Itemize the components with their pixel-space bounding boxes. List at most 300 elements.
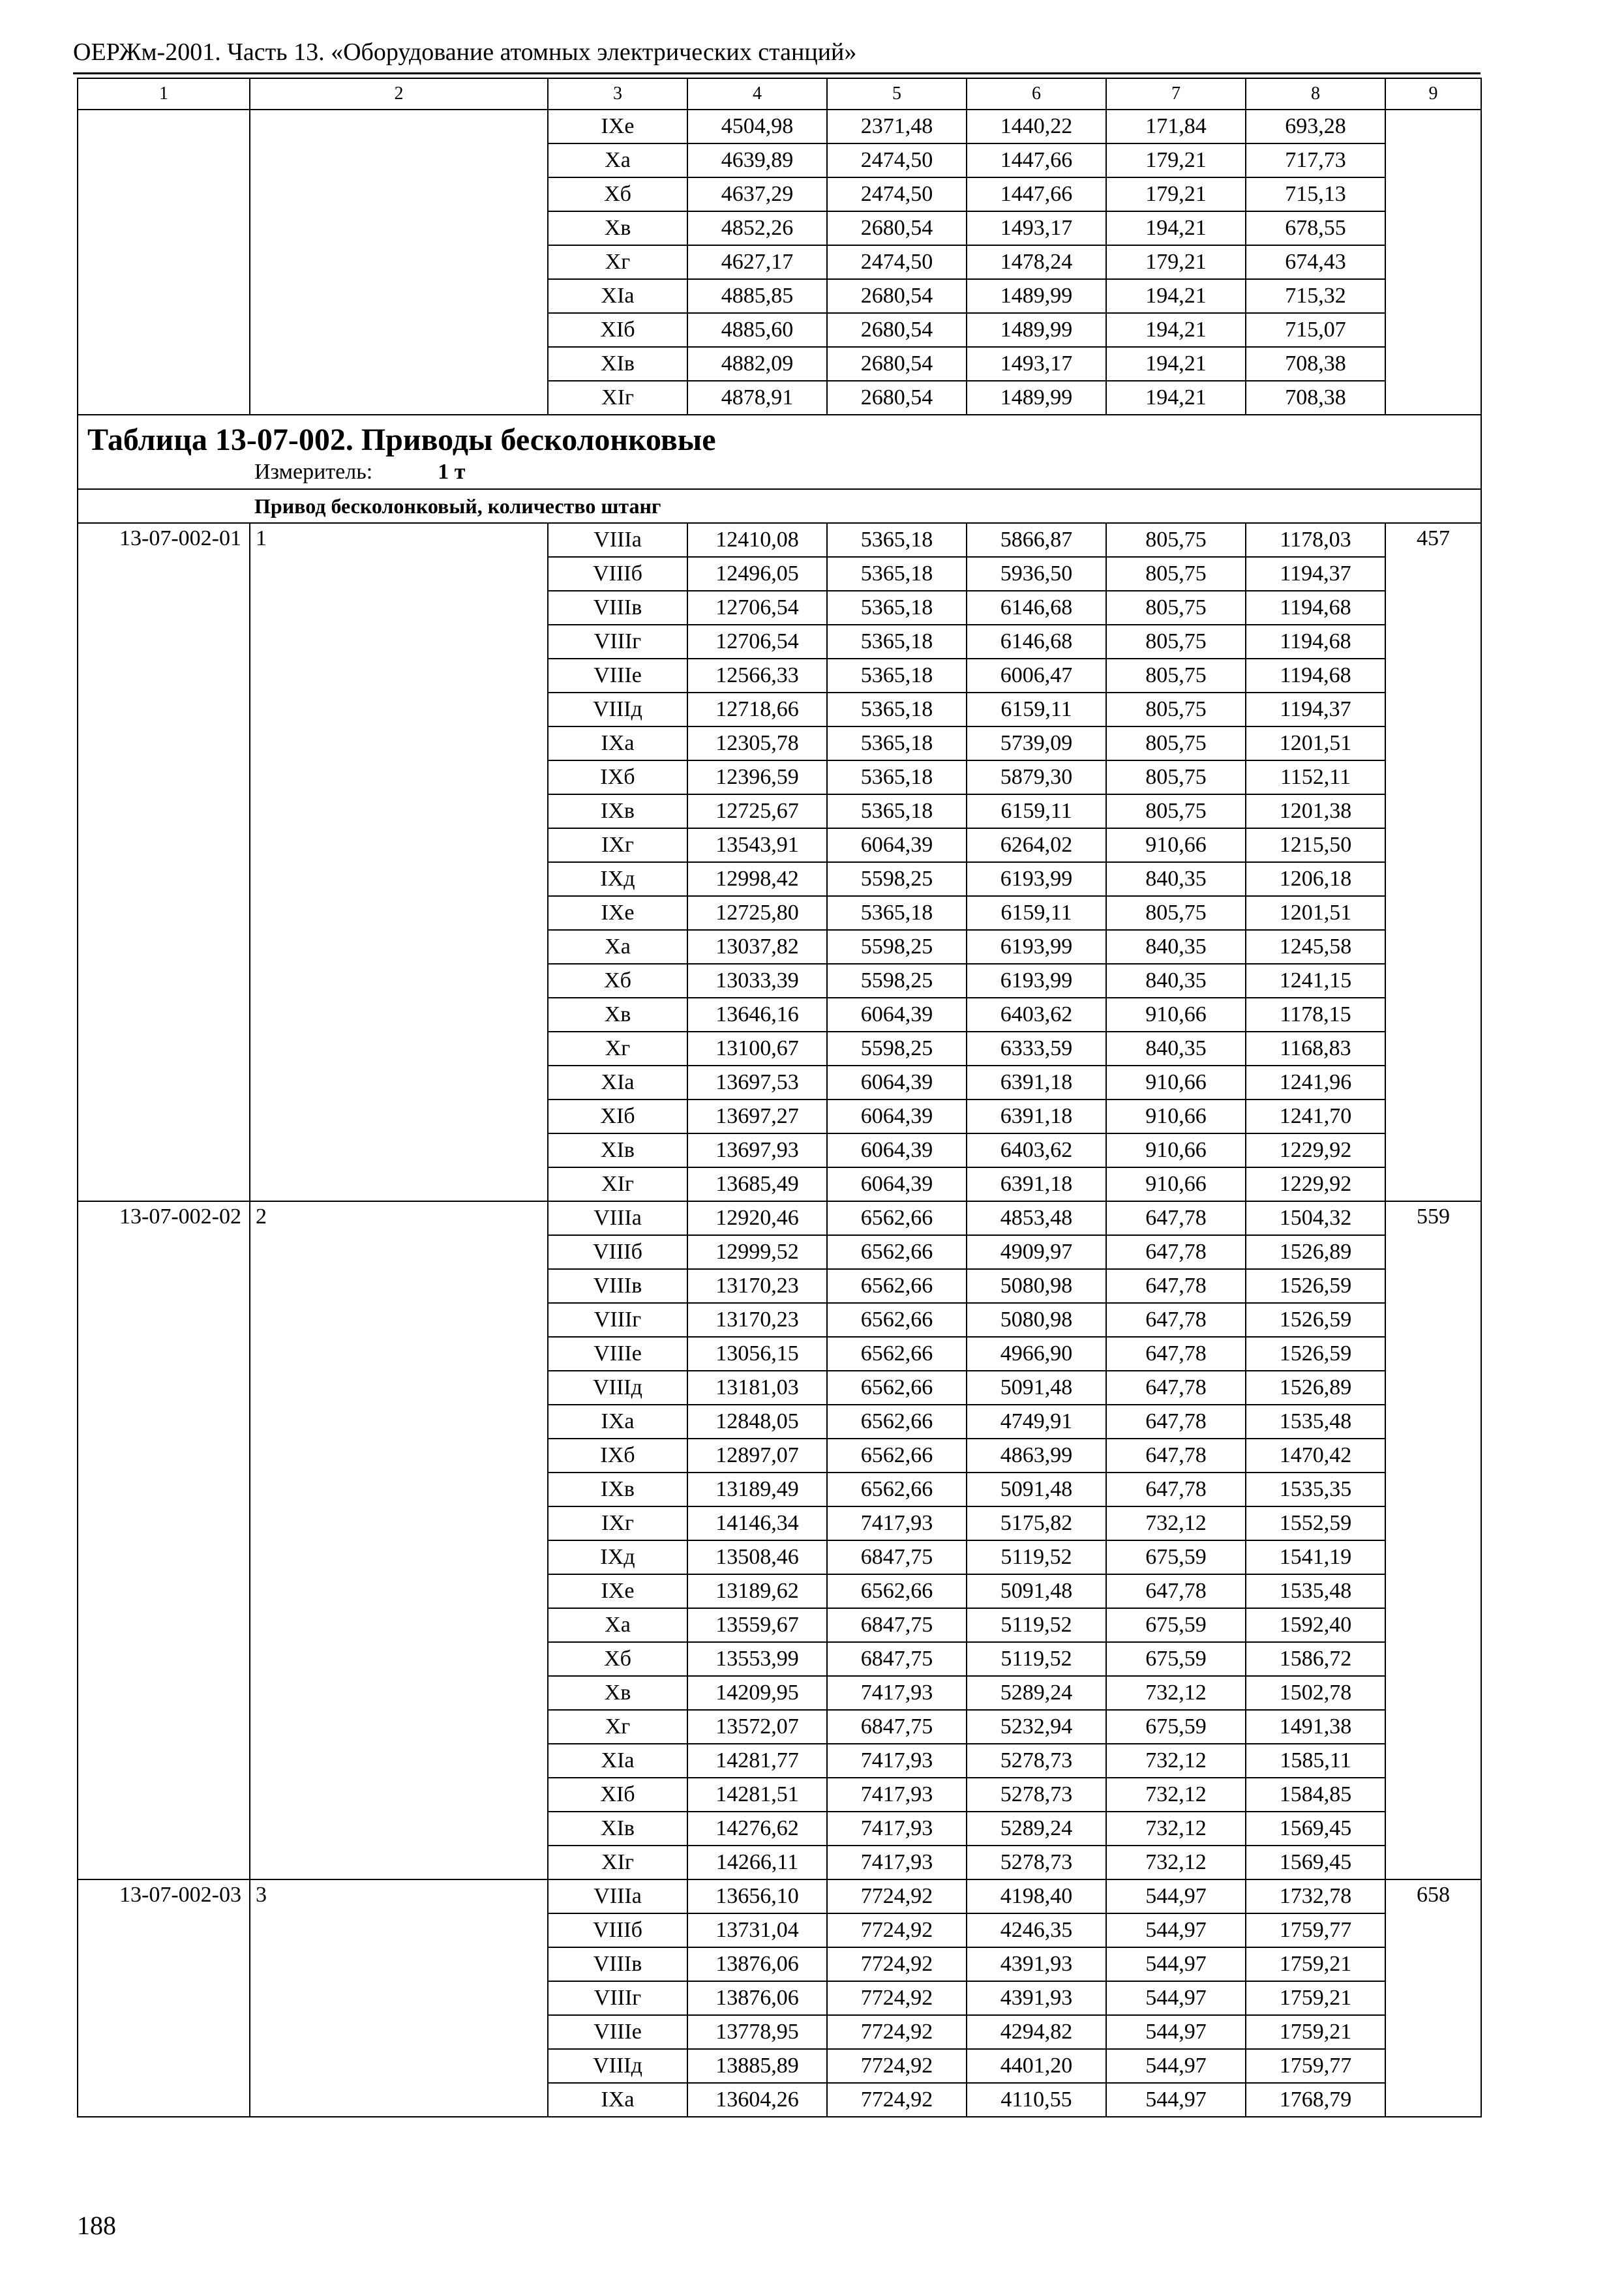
value-cell: 675,59 (1106, 1710, 1246, 1744)
value-cell: 5739,09 (967, 726, 1106, 760)
value-cell: 647,78 (1106, 1574, 1246, 1608)
value-cell: 2474,50 (827, 245, 967, 279)
value-cell: 1502,78 (1246, 1676, 1385, 1710)
value-cell: 2474,50 (827, 177, 967, 211)
zone-cell: IXа (548, 726, 687, 760)
value-cell: 5278,73 (967, 1778, 1106, 1812)
value-cell: 1440,22 (967, 110, 1106, 143)
value-cell: 194,21 (1106, 381, 1246, 415)
value-cell: 5365,18 (827, 794, 967, 828)
value-cell: 13646,16 (687, 998, 827, 1032)
value-cell: 1592,40 (1246, 1608, 1385, 1642)
value-cell: 14281,51 (687, 1778, 827, 1812)
value-cell: 910,66 (1106, 1133, 1246, 1167)
zone-cell: Xв (548, 1676, 687, 1710)
value-cell: 13778,95 (687, 2015, 827, 2049)
zone-cell: VIIIа (548, 1201, 687, 1235)
value-cell: 1569,45 (1246, 1812, 1385, 1846)
table-row (78, 110, 1481, 143)
value-cell: 12725,67 (687, 794, 827, 828)
value-cell: 1759,21 (1246, 2015, 1385, 2049)
zone-cell: Xб (548, 1642, 687, 1676)
value-cell: 805,75 (1106, 896, 1246, 930)
value-cell: 693,28 (1246, 110, 1385, 143)
value-cell: 6562,66 (827, 1201, 967, 1235)
name-cell (250, 110, 548, 415)
value-cell: 1493,17 (967, 347, 1106, 381)
value-cell: 732,12 (1106, 1676, 1246, 1710)
zone-cell: VIIIг (548, 1303, 687, 1337)
value-cell: 6847,75 (827, 1642, 967, 1676)
code-cell (78, 110, 250, 415)
value-cell: 5175,82 (967, 1506, 1106, 1540)
value-cell: 715,32 (1246, 279, 1385, 313)
value-cell: 171,84 (1106, 110, 1246, 143)
value-cell: 1201,38 (1246, 794, 1385, 828)
value-cell: 1489,99 (967, 381, 1106, 415)
header-rule (73, 72, 1481, 74)
value-cell: 12848,05 (687, 1405, 827, 1439)
value-cell: 7417,93 (827, 1506, 967, 1540)
value-cell: 840,35 (1106, 964, 1246, 998)
value-cell: 1168,83 (1246, 1032, 1385, 1066)
value-cell: 1526,89 (1246, 1235, 1385, 1269)
document-header: ОЕРЖм-2001. Часть 13. «Оборудование атомных электрических станций» (73, 38, 857, 66)
value-cell: 732,12 (1106, 1744, 1246, 1778)
value-cell: 647,78 (1106, 1303, 1246, 1337)
value-cell: 544,97 (1106, 2049, 1246, 2083)
value-cell: 674,43 (1246, 245, 1385, 279)
value-cell: 5365,18 (827, 625, 967, 659)
zone-cell: Xа (548, 930, 687, 964)
value-cell: 13543,91 (687, 828, 827, 862)
value-cell: 708,38 (1246, 381, 1385, 415)
value-cell: 194,21 (1106, 347, 1246, 381)
value-cell: 732,12 (1106, 1846, 1246, 1879)
value-cell: 1245,58 (1246, 930, 1385, 964)
value-cell: 1447,66 (967, 143, 1106, 177)
value-cell: 13508,46 (687, 1540, 827, 1574)
measure-cell (78, 458, 1481, 489)
value-cell: 732,12 (1106, 1812, 1246, 1846)
column-number: 4 (687, 78, 827, 110)
value-cell: 5365,18 (827, 523, 967, 557)
value-cell: 13559,67 (687, 1608, 827, 1642)
value-cell: 805,75 (1106, 659, 1246, 693)
value-cell: 1759,77 (1246, 2049, 1385, 2083)
value-cell: 5091,48 (967, 1371, 1106, 1405)
value-cell: 1194,68 (1246, 591, 1385, 625)
value-cell: 2680,54 (827, 381, 967, 415)
table-title: Таблица 13-07-002. Приводы бесколонковые (87, 423, 716, 457)
value-cell: 1489,99 (967, 313, 1106, 347)
zone-cell: IXб (548, 760, 687, 794)
value-cell: 6403,62 (967, 998, 1106, 1032)
value-cell: 1526,59 (1246, 1269, 1385, 1303)
value-cell: 5289,24 (967, 1676, 1106, 1710)
zone-cell: XIа (548, 1066, 687, 1100)
value-cell: 4639,89 (687, 143, 827, 177)
zone-cell: IXв (548, 1473, 687, 1506)
value-cell: 6159,11 (967, 896, 1106, 930)
value-cell: 6562,66 (827, 1405, 967, 1439)
value-cell: 5365,18 (827, 726, 967, 760)
value-cell: 910,66 (1106, 828, 1246, 862)
measure-label: Измеритель: (254, 460, 373, 484)
value-cell: 5080,98 (967, 1303, 1106, 1337)
zone-cell: XIг (548, 1167, 687, 1201)
value-cell: 5080,98 (967, 1269, 1106, 1303)
value-cell: 4246,35 (967, 1913, 1106, 1947)
value-cell: 5278,73 (967, 1744, 1106, 1778)
value-cell: 5879,30 (967, 760, 1106, 794)
column-number: 9 (1385, 78, 1481, 110)
value-cell: 6193,99 (967, 930, 1106, 964)
zone-cell: Xб (548, 964, 687, 998)
value-cell: 1585,11 (1246, 1744, 1385, 1778)
value-cell: 7724,92 (827, 1981, 967, 2015)
value-cell: 805,75 (1106, 591, 1246, 625)
zone-cell: IXд (548, 862, 687, 896)
value-cell: 7724,92 (827, 1879, 967, 1913)
value-cell: 1768,79 (1246, 2083, 1385, 2117)
zone-cell: Xг (548, 1032, 687, 1066)
value-cell: 1201,51 (1246, 896, 1385, 930)
zone-cell: Xа (548, 1608, 687, 1642)
col9-cell (1385, 110, 1481, 415)
section-title-cell (78, 415, 1481, 458)
value-cell: 12998,42 (687, 862, 827, 896)
zone-cell: IXе (548, 896, 687, 930)
value-cell: 4749,91 (967, 1405, 1106, 1439)
value-cell: 544,97 (1106, 1981, 1246, 2015)
zone-cell: XIг (548, 1846, 687, 1879)
zone-cell: Xг (548, 1710, 687, 1744)
column-number: 7 (1106, 78, 1246, 110)
value-cell: 12718,66 (687, 693, 827, 726)
value-cell: 1206,18 (1246, 862, 1385, 896)
value-cell: 1470,42 (1246, 1439, 1385, 1473)
value-cell: 6193,99 (967, 964, 1106, 998)
value-cell: 1586,72 (1246, 1642, 1385, 1676)
value-cell: 13553,99 (687, 1642, 827, 1676)
value-cell: 675,59 (1106, 1642, 1246, 1676)
zone-cell: XIб (548, 1100, 687, 1133)
rates-table (77, 78, 1482, 2117)
zone-cell: VIIIв (548, 1947, 687, 1981)
value-cell: 5598,25 (827, 964, 967, 998)
zone-cell: IXе (548, 1574, 687, 1608)
value-cell: 647,78 (1106, 1337, 1246, 1371)
rod-count-cell: 2 (250, 1201, 548, 1879)
value-cell: 5365,18 (827, 693, 967, 726)
value-cell: 544,97 (1106, 1913, 1246, 1947)
value-cell: 544,97 (1106, 1879, 1246, 1913)
table-row (78, 1879, 1481, 1913)
value-cell: 13885,89 (687, 2049, 827, 2083)
value-cell: 1229,92 (1246, 1167, 1385, 1201)
zone-cell: XIа (548, 279, 687, 313)
value-cell: 6562,66 (827, 1371, 967, 1405)
value-cell: 6264,02 (967, 828, 1106, 862)
value-cell: 1526,89 (1246, 1371, 1385, 1405)
value-cell: 647,78 (1106, 1201, 1246, 1235)
value-cell: 5598,25 (827, 1032, 967, 1066)
value-cell: 13181,03 (687, 1371, 827, 1405)
zone-cell: XIг (548, 381, 687, 415)
zone-cell: VIIIб (548, 1913, 687, 1947)
value-cell: 13037,82 (687, 930, 827, 964)
value-cell: 1178,03 (1246, 523, 1385, 557)
value-cell: 5365,18 (827, 659, 967, 693)
value-cell: 805,75 (1106, 557, 1246, 591)
value-cell: 715,13 (1246, 177, 1385, 211)
value-cell: 647,78 (1106, 1235, 1246, 1269)
value-cell: 1241,15 (1246, 964, 1385, 998)
value-cell: 678,55 (1246, 211, 1385, 245)
rate-code-cell: 13-07-002-02 (78, 1201, 250, 1879)
section-title-row (78, 415, 1481, 458)
value-cell: 6847,75 (827, 1710, 967, 1744)
value-cell: 12305,78 (687, 726, 827, 760)
value-cell: 1526,59 (1246, 1303, 1385, 1337)
value-cell: 7417,93 (827, 1676, 967, 1710)
zone-cell: XIб (548, 313, 687, 347)
zone-cell: VIIIе (548, 2015, 687, 2049)
value-cell: 1552,59 (1246, 1506, 1385, 1540)
zone-cell: VIIIг (548, 1981, 687, 2015)
value-cell: 194,21 (1106, 313, 1246, 347)
rate-code-cell: 13-07-002-01 (78, 523, 250, 1201)
value-cell: 1535,48 (1246, 1405, 1385, 1439)
table-body (78, 78, 1481, 2117)
value-cell: 732,12 (1106, 1506, 1246, 1540)
value-cell: 6064,39 (827, 1133, 967, 1167)
value-cell: 1759,77 (1246, 1913, 1385, 1947)
page-number: 188 (77, 2211, 116, 2240)
value-cell: 1526,59 (1246, 1337, 1385, 1371)
value-cell: 1241,70 (1246, 1100, 1385, 1133)
zone-cell: IXа (548, 2083, 687, 2117)
value-cell: 5119,52 (967, 1540, 1106, 1574)
value-cell: 840,35 (1106, 930, 1246, 964)
value-cell: 910,66 (1106, 998, 1246, 1032)
value-cell: 6146,68 (967, 591, 1106, 625)
value-cell: 12725,80 (687, 896, 827, 930)
value-cell: 4294,82 (967, 2015, 1106, 2049)
value-cell: 647,78 (1106, 1439, 1246, 1473)
value-cell: 6403,62 (967, 1133, 1106, 1167)
value-cell: 12706,54 (687, 591, 827, 625)
value-cell: 805,75 (1106, 693, 1246, 726)
value-cell: 5091,48 (967, 1473, 1106, 1506)
value-cell: 1194,37 (1246, 693, 1385, 726)
value-cell: 7724,92 (827, 2015, 967, 2049)
value-cell: 13731,04 (687, 1913, 827, 1947)
value-cell: 1194,68 (1246, 659, 1385, 693)
zone-cell: VIIIг (548, 625, 687, 659)
value-cell: 13100,67 (687, 1032, 827, 1066)
value-cell: 194,21 (1106, 279, 1246, 313)
value-cell: 6562,66 (827, 1337, 967, 1371)
value-cell: 1152,11 (1246, 760, 1385, 794)
value-cell: 5365,18 (827, 591, 967, 625)
zone-cell: Xв (548, 998, 687, 1032)
subheading-cell: Привод бесколонковый, количество штанг (78, 489, 1481, 523)
value-cell: 715,07 (1246, 313, 1385, 347)
value-cell: 6146,68 (967, 625, 1106, 659)
value-cell: 805,75 (1106, 523, 1246, 557)
value-cell: 7724,92 (827, 1947, 967, 1981)
value-cell: 13170,23 (687, 1303, 827, 1337)
value-cell: 805,75 (1106, 760, 1246, 794)
value-cell: 13189,62 (687, 1574, 827, 1608)
value-cell: 805,75 (1106, 726, 1246, 760)
value-cell: 675,59 (1106, 1540, 1246, 1574)
value-cell: 717,73 (1246, 143, 1385, 177)
value-cell: 4966,90 (967, 1337, 1106, 1371)
value-cell: 7417,93 (827, 1812, 967, 1846)
value-cell: 6064,39 (827, 1167, 967, 1201)
col9-cell: 559 (1385, 1201, 1481, 1879)
value-cell: 13697,53 (687, 1066, 827, 1100)
zone-cell: IXд (548, 1540, 687, 1574)
value-cell: 1229,92 (1246, 1133, 1385, 1167)
value-cell: 4909,97 (967, 1235, 1106, 1269)
value-cell: 1194,68 (1246, 625, 1385, 659)
value-cell: 6064,39 (827, 998, 967, 1032)
rate-code-cell: 13-07-002-03 (78, 1879, 250, 2117)
value-cell: 7724,92 (827, 2049, 967, 2083)
value-cell: 5119,52 (967, 1608, 1106, 1642)
value-cell: 2680,54 (827, 279, 967, 313)
value-cell: 6562,66 (827, 1574, 967, 1608)
value-cell: 4885,60 (687, 313, 827, 347)
rod-count-cell: 1 (250, 523, 548, 1201)
value-cell: 13572,07 (687, 1710, 827, 1744)
value-cell: 1569,45 (1246, 1846, 1385, 1879)
value-cell: 4110,55 (967, 2083, 1106, 2117)
value-cell: 7724,92 (827, 1913, 967, 1947)
value-cell: 13604,26 (687, 2083, 827, 2117)
value-cell: 4391,93 (967, 1947, 1106, 1981)
value-cell: 6562,66 (827, 1235, 967, 1269)
measure-row (78, 458, 1481, 489)
zone-cell: VIIIа (548, 523, 687, 557)
value-cell: 13697,27 (687, 1100, 827, 1133)
value-cell: 6562,66 (827, 1439, 967, 1473)
value-cell: 1759,21 (1246, 1981, 1385, 2015)
value-cell: 6562,66 (827, 1473, 967, 1506)
value-cell: 1241,96 (1246, 1066, 1385, 1100)
zone-cell: IXв (548, 794, 687, 828)
column-number: 5 (827, 78, 967, 110)
value-cell: 6391,18 (967, 1167, 1106, 1201)
value-cell: 4627,17 (687, 245, 827, 279)
value-cell: 1732,78 (1246, 1879, 1385, 1913)
value-cell: 13033,39 (687, 964, 827, 998)
value-cell: 4852,26 (687, 211, 827, 245)
value-cell: 12396,59 (687, 760, 827, 794)
value-cell: 4504,98 (687, 110, 827, 143)
zone-cell: VIIIе (548, 659, 687, 693)
value-cell: 4863,99 (967, 1439, 1106, 1473)
column-number: 8 (1246, 78, 1385, 110)
value-cell: 13685,49 (687, 1167, 827, 1201)
value-cell: 647,78 (1106, 1473, 1246, 1506)
col9-cell: 457 (1385, 523, 1481, 1201)
value-cell: 5936,50 (967, 557, 1106, 591)
value-cell: 840,35 (1106, 1032, 1246, 1066)
value-cell: 675,59 (1106, 1608, 1246, 1642)
value-cell: 14281,77 (687, 1744, 827, 1778)
value-cell: 1504,32 (1246, 1201, 1385, 1235)
zone-cell: IXб (548, 1439, 687, 1473)
value-cell: 6562,66 (827, 1269, 967, 1303)
zone-cell: VIIIб (548, 557, 687, 591)
value-cell: 5365,18 (827, 760, 967, 794)
value-cell: 12496,05 (687, 557, 827, 591)
value-cell: 1535,48 (1246, 1574, 1385, 1608)
value-cell: 1489,99 (967, 279, 1106, 313)
zone-cell: VIIIа (548, 1879, 687, 1913)
value-cell: 13170,23 (687, 1269, 827, 1303)
value-cell: 13656,10 (687, 1879, 827, 1913)
value-cell: 5598,25 (827, 862, 967, 896)
zone-cell: Xа (548, 143, 687, 177)
value-cell: 544,97 (1106, 2015, 1246, 2049)
value-cell: 7417,93 (827, 1744, 967, 1778)
value-cell: 805,75 (1106, 794, 1246, 828)
value-cell: 2371,48 (827, 110, 967, 143)
value-cell: 5866,87 (967, 523, 1106, 557)
value-cell: 647,78 (1106, 1405, 1246, 1439)
value-cell: 805,75 (1106, 625, 1246, 659)
value-cell: 13056,15 (687, 1337, 827, 1371)
zone-cell: VIIIд (548, 2049, 687, 2083)
value-cell: 1201,51 (1246, 726, 1385, 760)
value-cell: 544,97 (1106, 2083, 1246, 2117)
value-cell: 13876,06 (687, 1947, 827, 1981)
value-cell: 5289,24 (967, 1812, 1106, 1846)
value-cell: 708,38 (1246, 347, 1385, 381)
value-cell: 910,66 (1106, 1100, 1246, 1133)
value-cell: 7417,93 (827, 1778, 967, 1812)
value-cell: 4637,29 (687, 177, 827, 211)
value-cell: 6064,39 (827, 1100, 967, 1133)
zone-cell: XIб (548, 1778, 687, 1812)
value-cell: 6333,59 (967, 1032, 1106, 1066)
value-cell: 6064,39 (827, 1066, 967, 1100)
value-cell: 2680,54 (827, 313, 967, 347)
value-cell: 14266,11 (687, 1846, 827, 1879)
value-cell: 647,78 (1106, 1269, 1246, 1303)
value-cell: 1178,15 (1246, 998, 1385, 1032)
value-cell: 5365,18 (827, 557, 967, 591)
value-cell: 6562,66 (827, 1303, 967, 1337)
value-cell: 2680,54 (827, 347, 967, 381)
value-cell: 179,21 (1106, 143, 1246, 177)
column-number-row (78, 78, 1481, 110)
column-number: 1 (78, 78, 250, 110)
value-cell: 1584,85 (1246, 1778, 1385, 1812)
value-cell: 4878,91 (687, 381, 827, 415)
value-cell: 12920,46 (687, 1201, 827, 1235)
value-cell: 14146,34 (687, 1506, 827, 1540)
measure-value: 1 т (438, 460, 466, 484)
value-cell: 14276,62 (687, 1812, 827, 1846)
col9-cell: 658 (1385, 1879, 1481, 2117)
